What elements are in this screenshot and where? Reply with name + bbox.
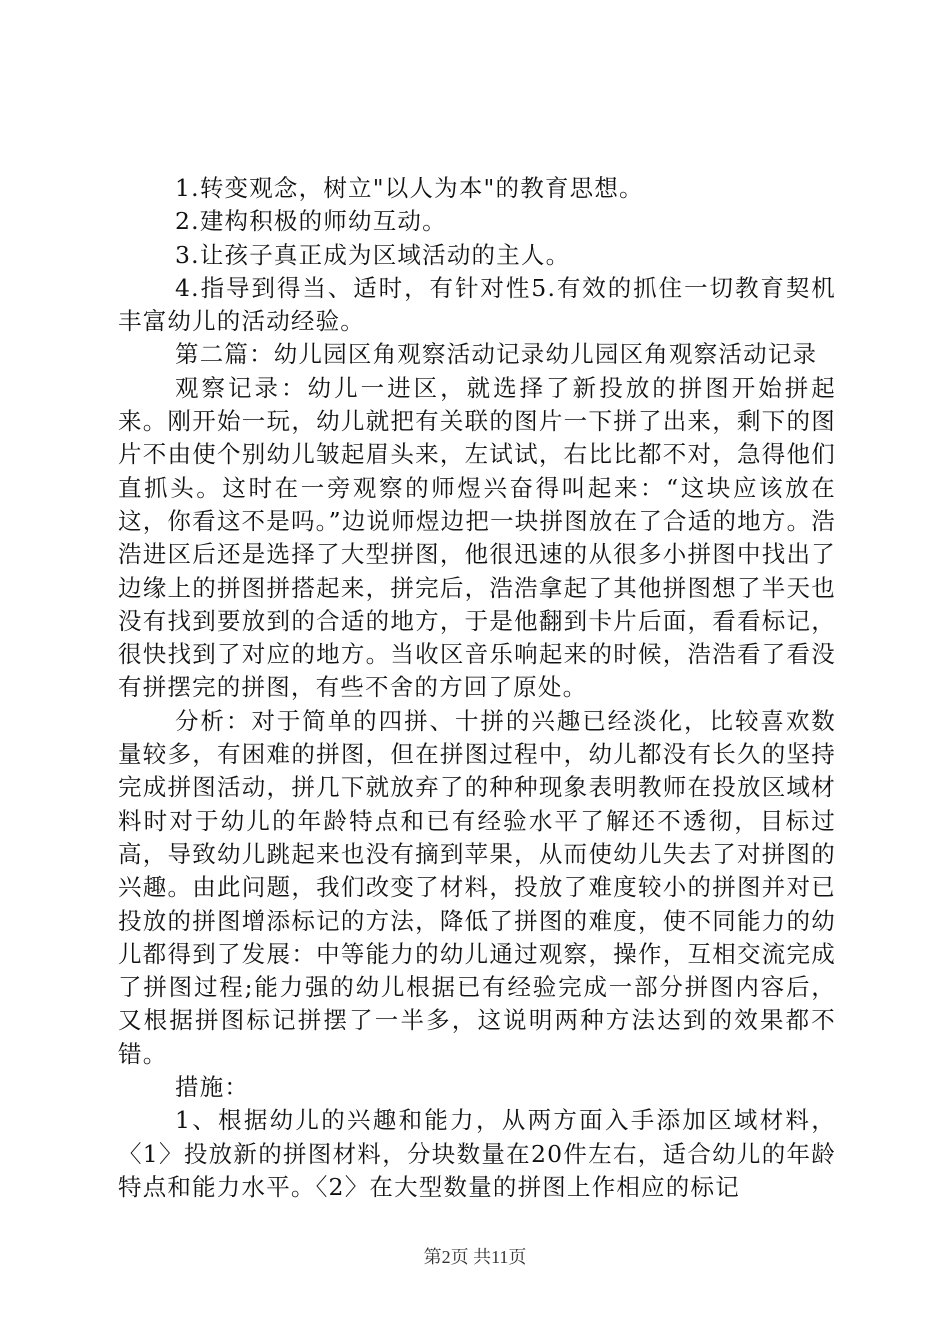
measures-paragraph: 1、根据幼儿的兴趣和能力，从两方面入手添加区域材料，〈1〉投放新的拼图材料，分块数量在20件左右，适合幼儿的年龄特点和能力水平。〈2〉在大型数量的拼图上作相应的标记: [118, 1106, 836, 1201]
list-item-4: 4.指导到得当、适时，有针对性5.有效的抓住一切教育契机丰富幼儿的活动经验。: [118, 273, 836, 336]
measures-heading: 措施：: [175, 1073, 250, 1102]
list-item-3: 3.让孩子真正成为区域活动的主人。: [175, 240, 571, 269]
list-item-2: 2.建构积极的师幼互动。: [175, 207, 447, 236]
section-heading: 第二篇：幼儿园区角观察活动记录幼儿园区角观察活动记录: [175, 340, 818, 369]
list-item-1: 1.转变观念，树立"以人为本"的教育思想。: [175, 174, 644, 202]
observation-paragraph: 观察记录：幼儿一进区，就选择了新投放的拼图开始拼起来。刚开始一玩，幼儿就把有关联的图片一下拼了出来，剩下的图片不由使个别幼儿皱起眉头来，左试试，右比比都不对，急得他们直抓头。这时在一旁观察的师煜兴奋得叫起来：“这块应该放在这，你看这不是吗。”边说师煜边把一块拼图放在了合适的地方。浩浩进区后还是选择了大型拼图，他很迅速的从很多小拼图中找出了边缘上的拼图拼搭起来，拼完后，浩浩拿起了其他拼图想了半天也没有找到要放到的合适的地方，于是他翻到卡片后面，看看标记，很快找到了对应的地方。当收区音乐响起来的时候，浩浩看了看没有拼摆完的拼图，有些不舍的方回了原处。: [118, 373, 836, 702]
document-body: [118, 172, 836, 1204]
analysis-paragraph: 分析：对于简单的四拼、十拼的兴趣已经淡化，比较喜欢数量较多，有困难的拼图，但在拼图过程中，幼儿都没有长久的坚持完成拼图活动，拼几下就放弃了的种种现象表明教师在投放区域材料时对于幼儿的年龄特点和已有经验水平了解还不透彻，目标过高，导致幼儿跳起来也没有摘到苹果，从而使幼儿失去了对拼图的兴趣。由此问题，我们改变了材料，投放了难度较小的拼图并对已投放的拼图增添标记的方法，降低了拼图的难度，使不同能力的幼儿都得到了发展：中等能力的幼儿通过观察，操作，互相交流完成了拼图过程;能力强的幼儿根据已有经验完成一部分拼图内容后，又根据拼图标记拼摆了一半多，这说明两种方法达到的效果都不错。: [118, 706, 836, 1068]
page-footer: 第2页 共11页: [423, 1247, 527, 1267]
